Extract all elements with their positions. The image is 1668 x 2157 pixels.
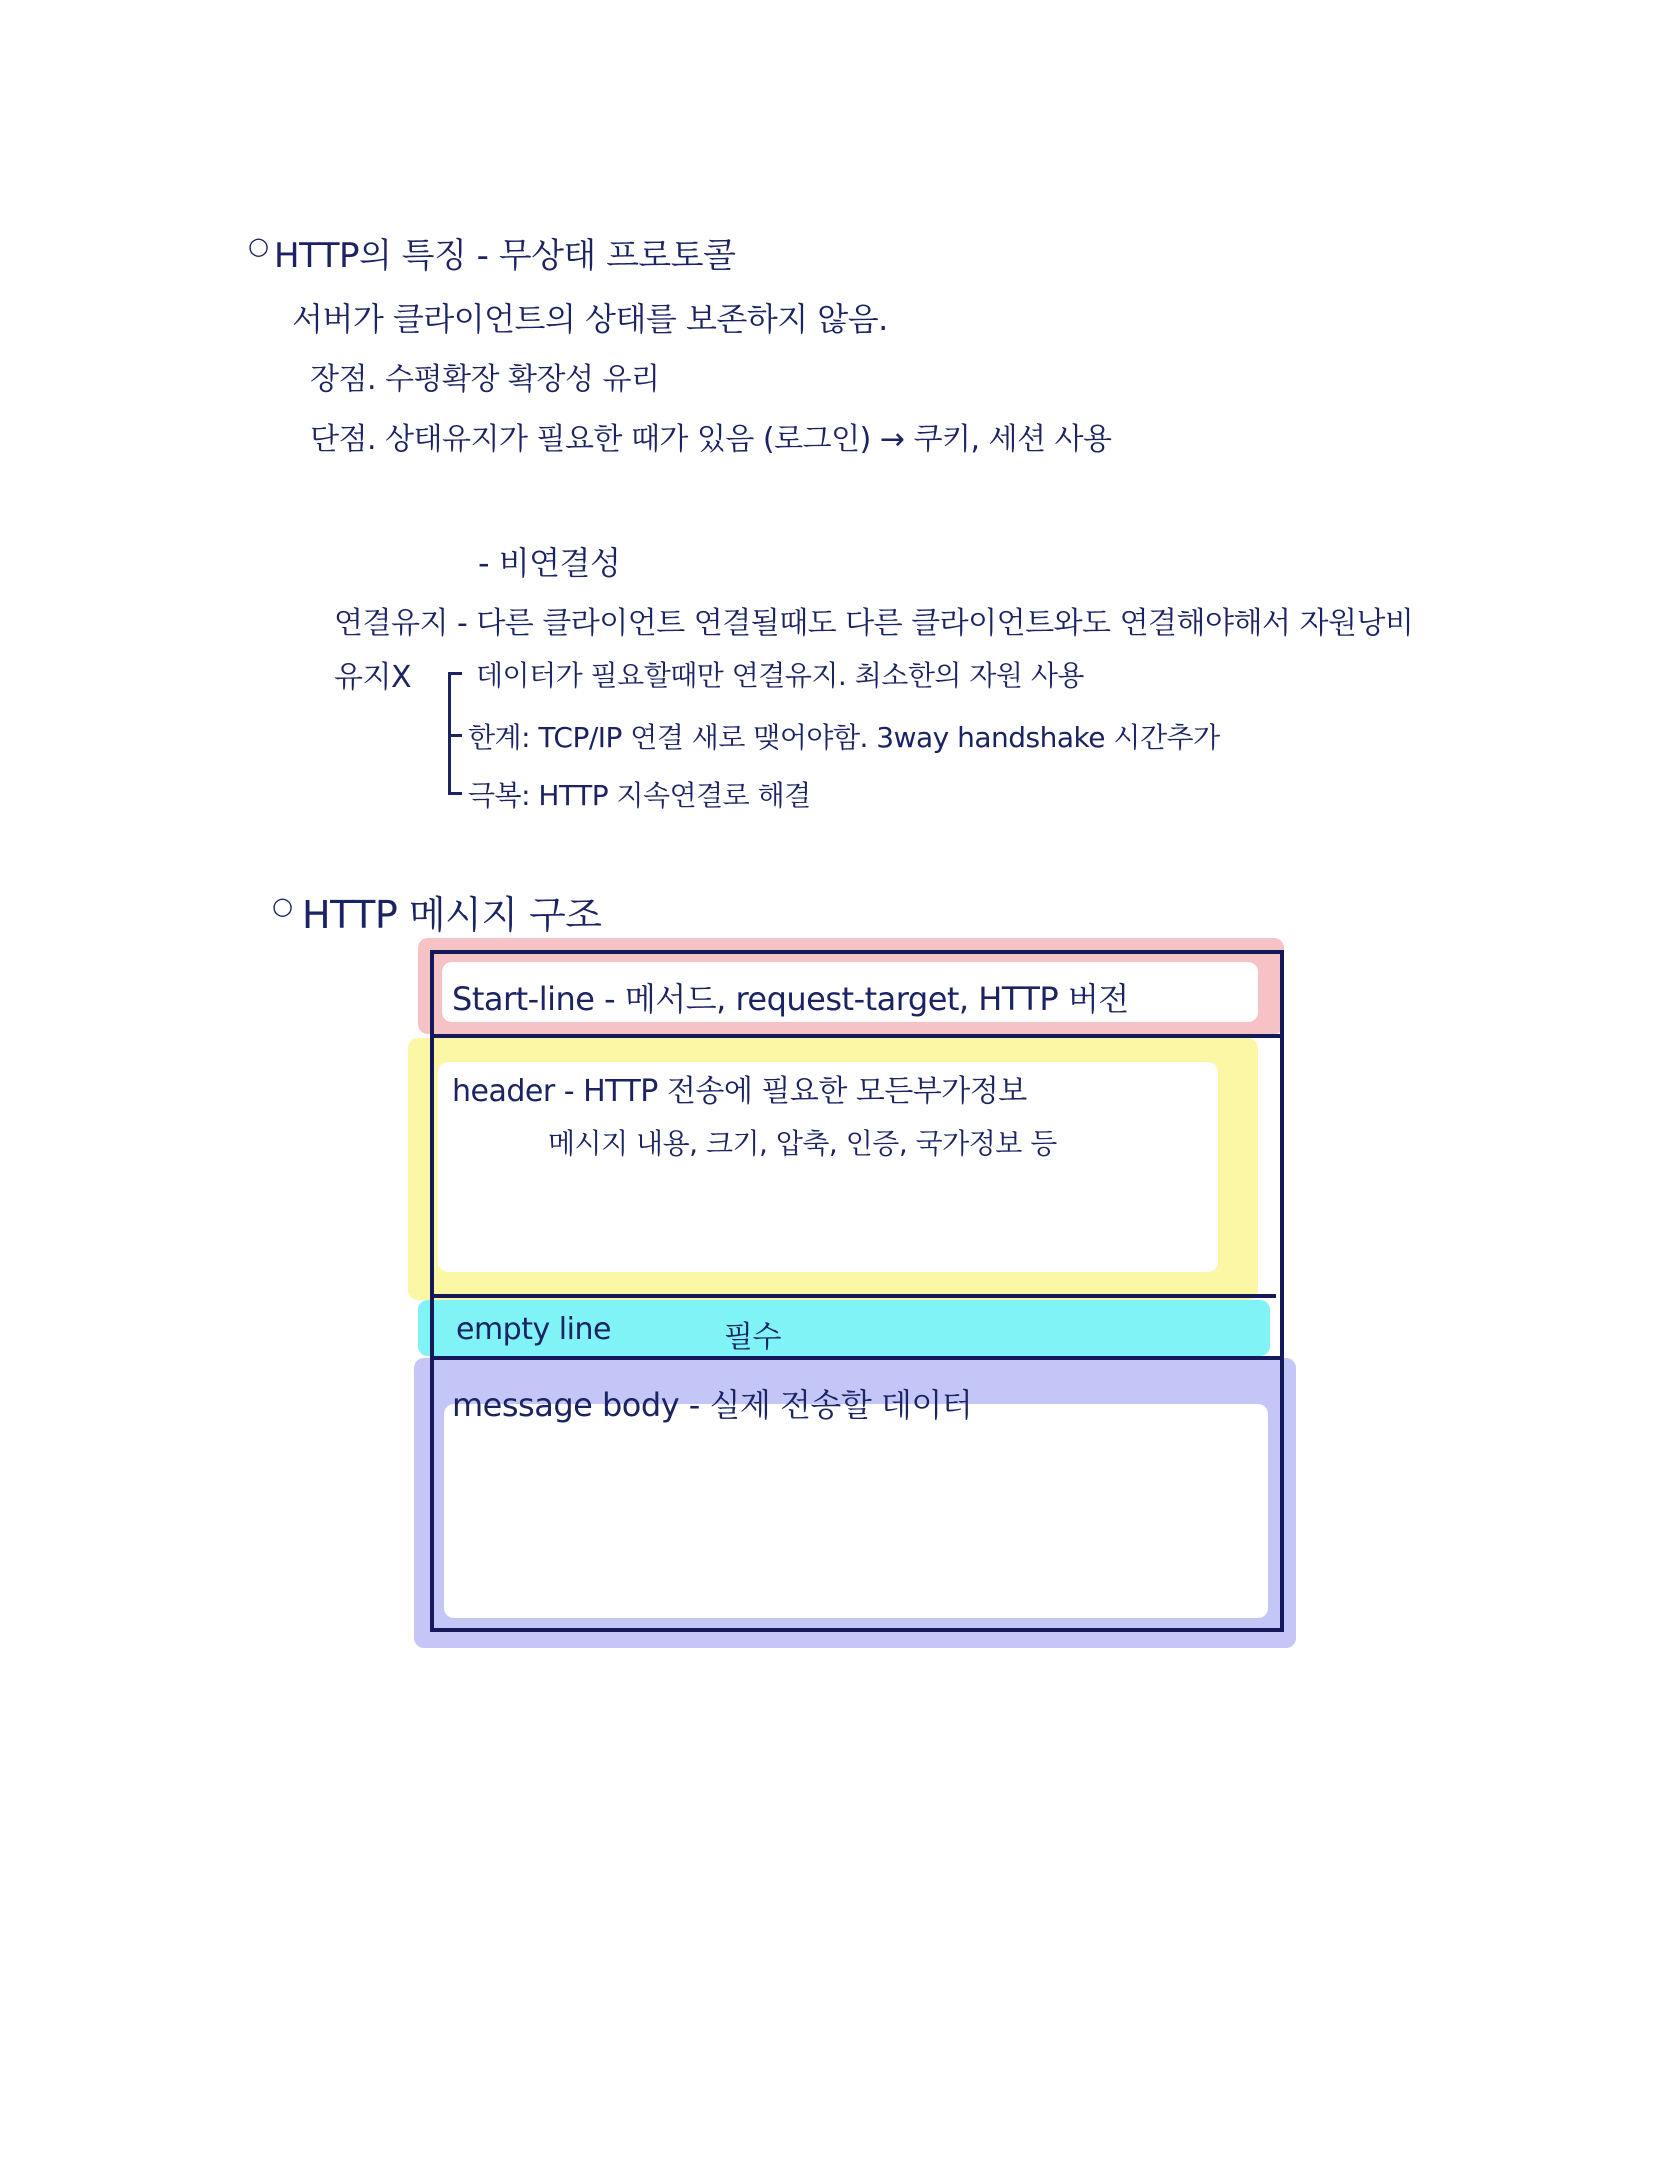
nokeep-bracket bbox=[448, 672, 451, 794]
nokeep-limit: 한계: TCP/IP 연결 새로 맺어야함. 3way handshake 시간추가 bbox=[468, 721, 1220, 754]
stateless-description: 서버가 클라이언트의 상태를 보존하지 않음. bbox=[292, 300, 888, 338]
start-line-divider bbox=[430, 1034, 1284, 1038]
section-title-message-structure: HTTP 메시지 구조 bbox=[302, 893, 602, 937]
bullet-http-features: ○ bbox=[248, 232, 269, 260]
connectionless-subtitle: - 비연결성 bbox=[478, 544, 621, 582]
stateless-pros: 장점. 수평확장 확장성 유리 bbox=[310, 362, 660, 397]
nokeep-bracket-tick-mid bbox=[448, 734, 462, 737]
empty-line-divider bbox=[430, 1356, 1284, 1360]
message-body-text: message body - 실제 전송할 데이터 bbox=[452, 1386, 973, 1424]
nokeep-bracket-tick-bottom bbox=[448, 792, 462, 795]
header-text: header - HTTP 전송에 필요한 모든부가정보 bbox=[452, 1074, 1027, 1109]
connection-keep-line: 연결유지 - 다른 클라이언트 연결될때도 다른 클라이언트와도 연결해야해서 자원낭비 bbox=[334, 606, 1414, 641]
section-title-http-features: HTTP의 특징 - 무상태 프로토콜 bbox=[274, 236, 736, 276]
header-divider bbox=[430, 1294, 1276, 1298]
header-detail-text: 메시지 내용, 크기, 압축, 인증, 국가정보 등 bbox=[548, 1127, 1057, 1160]
empty-line-text: empty line bbox=[456, 1312, 611, 1347]
stateless-cons: 단점. 상태유지가 필요한 때가 있음 (로그인) → 쿠키, 세션 사용 bbox=[310, 422, 1112, 457]
empty-line-note: 필수 bbox=[724, 1320, 781, 1355]
connection-nokeep-label: 유지X bbox=[334, 660, 412, 695]
start-line-text: Start-line - 메서드, request-target, HTTP 버전 bbox=[452, 980, 1129, 1018]
nokeep-overcome: 극복: HTTP 지속연결로 해결 bbox=[468, 779, 811, 812]
bullet-message-structure: ○ bbox=[272, 892, 293, 920]
message-structure-box bbox=[430, 950, 1284, 1632]
nokeep-detail: 데이터가 필요할때만 연결유지. 최소한의 자원 사용 bbox=[476, 659, 1084, 692]
nokeep-bracket-tick-top bbox=[448, 672, 462, 675]
